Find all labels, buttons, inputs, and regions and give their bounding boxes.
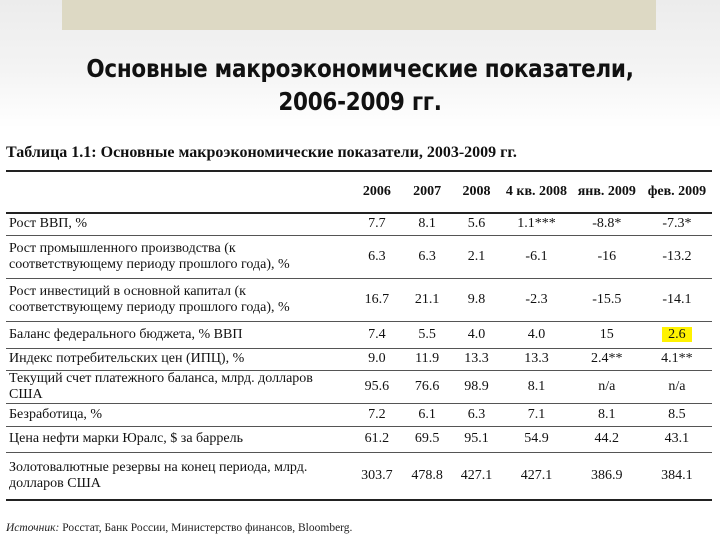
table-row	[6, 403, 712, 426]
table-row	[6, 235, 712, 278]
cell-value: 13.3	[501, 348, 572, 370]
row-label: Индекс потребительских цен (ИПЦ), %	[6, 348, 351, 370]
cell-value: 44.2	[572, 426, 642, 452]
cell-value: 7.2	[351, 403, 402, 426]
header-jan-2009: янв. 2009	[572, 171, 642, 213]
cell-value: 4.1**	[642, 348, 712, 370]
row-label: Рост инвестиций в основной капитал (к соответствующему периоду прошлого года), %	[6, 278, 351, 321]
cell-value: -8.8*	[572, 213, 642, 235]
header-feb-2009: фев. 2009	[642, 171, 712, 213]
table-row	[6, 321, 712, 348]
table-row	[6, 426, 712, 452]
cell-value: 384.1	[642, 452, 712, 500]
row-label: Рост промышленного производства (к соответствующему периоду прошлого года), %	[6, 235, 351, 278]
cell-value: -15.5	[572, 278, 642, 321]
cell-value: 15	[572, 321, 642, 348]
header-2007: 2007	[402, 171, 451, 213]
source-note	[6, 522, 706, 534]
cell-value: 427.1	[452, 452, 501, 500]
cell-value: 8.1	[402, 213, 451, 235]
cell-value: 8.5	[642, 403, 712, 426]
cell-value: n/a	[642, 370, 712, 403]
cell-value: -7.3*	[642, 213, 712, 235]
cell-value: 95.6	[351, 370, 402, 403]
table-row	[6, 370, 712, 403]
row-label: Текущий счет платежного баланса, млрд. долларов США	[6, 370, 351, 403]
source-text: Росстат, Банк России, Министерство финансов, Bloomberg.	[59, 522, 353, 534]
decorative-top-bar	[62, 0, 656, 30]
cell-value: 5.6	[452, 213, 501, 235]
cell-value: 9.8	[452, 278, 501, 321]
cell-value: 43.1	[642, 426, 712, 452]
table-caption: Таблица 1.1: Основные макроэкономические показатели, 2003-2009 гг.	[6, 144, 517, 161]
slide-title-line-2: 2006-2009 гг.	[278, 87, 442, 116]
row-label: Баланс федерального бюджета, % ВВП	[6, 321, 351, 348]
cell-value: 61.2	[351, 426, 402, 452]
source-prefix: Источник:	[6, 522, 60, 534]
table-row	[6, 213, 712, 235]
cell-value: 6.1	[402, 403, 451, 426]
cell-value: 13.3	[452, 348, 501, 370]
cell-value: 2.1	[452, 235, 501, 278]
cell-value: 7.4	[351, 321, 402, 348]
cell-value: 8.1	[501, 370, 572, 403]
cell-value: 2.4**	[572, 348, 642, 370]
cell-value: 7.1	[501, 403, 572, 426]
row-label: Безработица, %	[6, 403, 351, 426]
cell-value: 98.9	[452, 370, 501, 403]
cell-value: 6.3	[351, 235, 402, 278]
cell-value: 4.0	[501, 321, 572, 348]
slide-title-line-1: Основные макроэкономические показатели,	[86, 54, 634, 83]
table-row	[6, 452, 712, 500]
cell-value	[642, 321, 712, 348]
row-label: Золотовалютные резервы на конец периода, млрд. долларов США	[6, 452, 351, 500]
cell-value: 1.1***	[501, 213, 572, 235]
header-2006: 2006	[351, 171, 402, 213]
slide-title	[85, 52, 635, 118]
cell-value: 54.9	[501, 426, 572, 452]
cell-value: n/a	[572, 370, 642, 403]
cell-value: 478.8	[402, 452, 451, 500]
table-row	[6, 278, 712, 321]
cell-value: -2.3	[501, 278, 572, 321]
table-row	[6, 348, 712, 370]
macro-indicators-table	[6, 170, 712, 501]
cell-value: 6.3	[452, 403, 501, 426]
cell-value: 4.0	[452, 321, 501, 348]
cell-value: 386.9	[572, 452, 642, 500]
cell-value: 8.1	[572, 403, 642, 426]
row-label: Цена нефти марки Юралс, $ за баррель	[6, 426, 351, 452]
cell-value: -16	[572, 235, 642, 278]
row-label: Рост ВВП, %	[6, 213, 351, 235]
header-q4-2008: 4 кв. 2008	[501, 171, 572, 213]
cell-value: 95.1	[452, 426, 501, 452]
cell-value: 5.5	[402, 321, 451, 348]
cell-value: -14.1	[642, 278, 712, 321]
cell-value: 9.0	[351, 348, 402, 370]
cell-value: 69.5	[402, 426, 451, 452]
cell-value: 16.7	[351, 278, 402, 321]
cell-value: 76.6	[402, 370, 451, 403]
highlighted-value: 2.6	[662, 327, 692, 342]
header-label-column	[6, 171, 351, 213]
cell-value: 6.3	[402, 235, 451, 278]
header-2008: 2008	[452, 171, 501, 213]
cell-value: 303.7	[351, 452, 402, 500]
cell-value: 11.9	[402, 348, 451, 370]
table-header-row	[6, 171, 712, 213]
cell-value: -6.1	[501, 235, 572, 278]
cell-value: 7.7	[351, 213, 402, 235]
cell-value: -13.2	[642, 235, 712, 278]
cell-value: 427.1	[501, 452, 572, 500]
cell-value: 21.1	[402, 278, 451, 321]
